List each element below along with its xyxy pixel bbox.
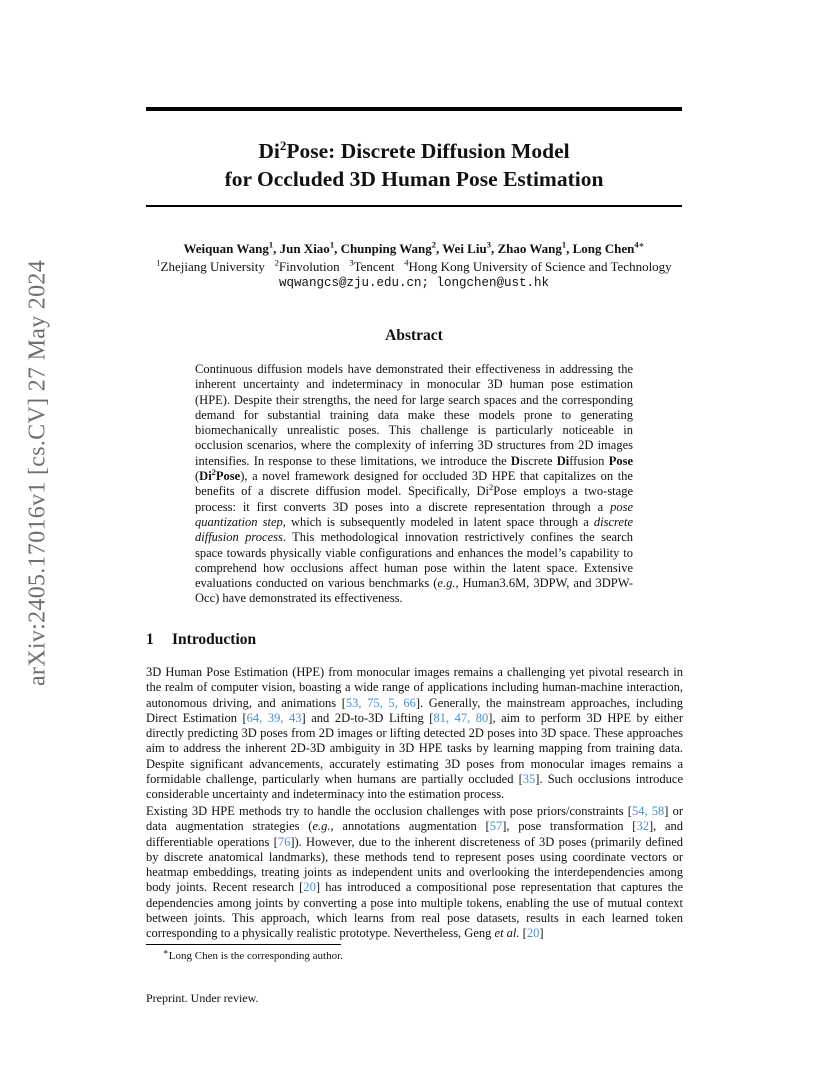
arxiv-sidebar [18, 259, 58, 687]
arxiv-identifier[interactable]: arXiv:2405.17016v1 [cs.CV] 27 May 2024 [24, 259, 51, 687]
affiliation: $^1$Zhejiang University [156, 257, 265, 274]
author-list: Weiquan Wang$^1$, Jun Xiao$^1$, Chunping Wang$^2$, Wei Liu$^3$, Zhao Wang$^1$, Long Chen$^{4∗}$ [183, 239, 645, 256]
author-emails: wqwangcs@zju.edu.cn; longchen@ust.hk [278, 276, 550, 290]
citation-link[interactable]: 32 [636, 819, 649, 834]
affiliation: $^4$Hong Kong University of Science and Technology [404, 257, 672, 274]
author: Wei Liu$^3$ [442, 239, 491, 256]
citation-link[interactable]: 20 [303, 880, 316, 895]
title-bottom-rule [146, 205, 682, 207]
section-title: Introduction [172, 631, 257, 648]
citation-link[interactable]: 53, 75, 5, 66 [345, 695, 416, 710]
abstract-heading: Abstract [385, 327, 443, 344]
citation-link[interactable]: 64, 39, 43 [246, 710, 302, 725]
citation-link[interactable]: 35 [522, 772, 536, 787]
intro-paragraph-2: Existing 3D HPE methods try to handle the occlusion challenges with pose priors/constraints [54, 58] or data augmentation strategies (e.g., annotations augmentation [57], pose transformation [32], and differentiable operations [76]). However, due to the inherent discreteness of 3D poses (primarily defined by discrete anatomical landmarks), these methods tend to represent poses using coordinate vectors or heatmap embeddings, treating joints as independent units and overlooking the interdependencies among body joints. Recent research [20] has introduced a compositional pose representation that captures the dependencies among joints by converting a pose into multiple tokens, enabling the use of mutual context between joints. This approach, which learns from real pose datasets, results in each learned token corresponding to a physically realistic prototype. Nevertheless, Geng et al. [20] [146, 804, 684, 941]
citation-link[interactable]: 57 [489, 819, 503, 834]
section-heading-introduction [146, 631, 256, 649]
citation-link[interactable]: 76 [277, 834, 291, 849]
author: Weiquan Wang$^1$ [183, 239, 274, 256]
affiliation-list [140, 259, 688, 275]
author: Chunping Wang$^2$ [340, 239, 436, 256]
author: Zhao Wang$^1$ [497, 239, 567, 256]
intro-paragraph-1: 3D Human Pose Estimation (HPE) from monocular images remains a challenging yet pivotal research in the realm of computer vision, boasting a wide range of applications including human-machine interaction, autonomous driving, and animations [53, 75, 5, 66]. Generally, the mainstream approaches, including Direct Estimation [64, 39, 43] and 2D-to-3D Lifting [81, 47, 80], aim to perform 3D HPE by either directly predicting 3D poses from 2D images or lifting detected 2D poses into 3D space. These approaches aim to address the inherent 2D-3D ambiguity in 3D HPE tasks by learning mapping from training data. Despite significant advancements, accurately estimating 3D poses from monocular images remains a formidable challenge, particularly when humans are partially occluded [35]. Such occlusions introduce considerable uncertainty and indeterminacy into the estimation process. [146, 665, 684, 802]
footnote: ∗Long Chen is the corresponding author. [163, 946, 343, 962]
paper-title [146, 137, 682, 193]
author: Long Chen$^{4∗}$ [572, 239, 645, 256]
citation-link[interactable]: 20 [526, 926, 540, 941]
title-line-2: for Occluded 3D Human Pose Estimation [224, 167, 604, 191]
citation-link[interactable]: 81, 47, 80 [433, 710, 489, 725]
affiliation: $^2$Finvolution [274, 257, 340, 274]
author: Jun Xiao$^1$ [279, 239, 335, 256]
affiliation: $^3$Tencent [349, 257, 395, 274]
citation-link[interactable]: 54, 58 [631, 804, 665, 818]
section-number: 1 [146, 631, 154, 648]
top-rule [146, 107, 682, 111]
abstract-text: Continuous diffusion models have demonstrated their effectiveness in addressing the inherent uncertainty and indeterminacy in monocular 3D human pose estimation (HPE). Despite their strengths, the need for large search spaces and the corresponding demand for substantial training data make these models prone to generating biomechanically unrealistic poses. This challenge is particularly noticeable in occlusion scenarios, where the complexity of inferring 3D structures from 2D images intensifies. In response to these limitations, we introduce the Discrete Diffusion Pose (Di$^2$Pose), a novel framework designed for occluded 3D HPE that capitalizes on the benefits of a discrete diffusion model. Specifically, Di$^2$Pose employs a two-stage process: it first converts 3D poses into a discrete representation through a pose quantization step, which is subsequently modeled in latent space through a discrete diffusion process. This methodological innovation restrictively confines the search space towards physically viable configurations and enhances the model’s capability to comprehend how occlusions affect human pose within the latent space. Extensive evaluations conducted on various benchmarks (e.g., Human3.6M, 3DPW, and 3DPW-Occ) have demonstrated its effectiveness. [195, 362, 634, 606]
title-line-1: Di$^2$Pose: Discrete Diffusion Model [258, 137, 570, 163]
footnote-rule [146, 944, 341, 945]
preprint-note: Preprint. Under review. [146, 991, 259, 1005]
